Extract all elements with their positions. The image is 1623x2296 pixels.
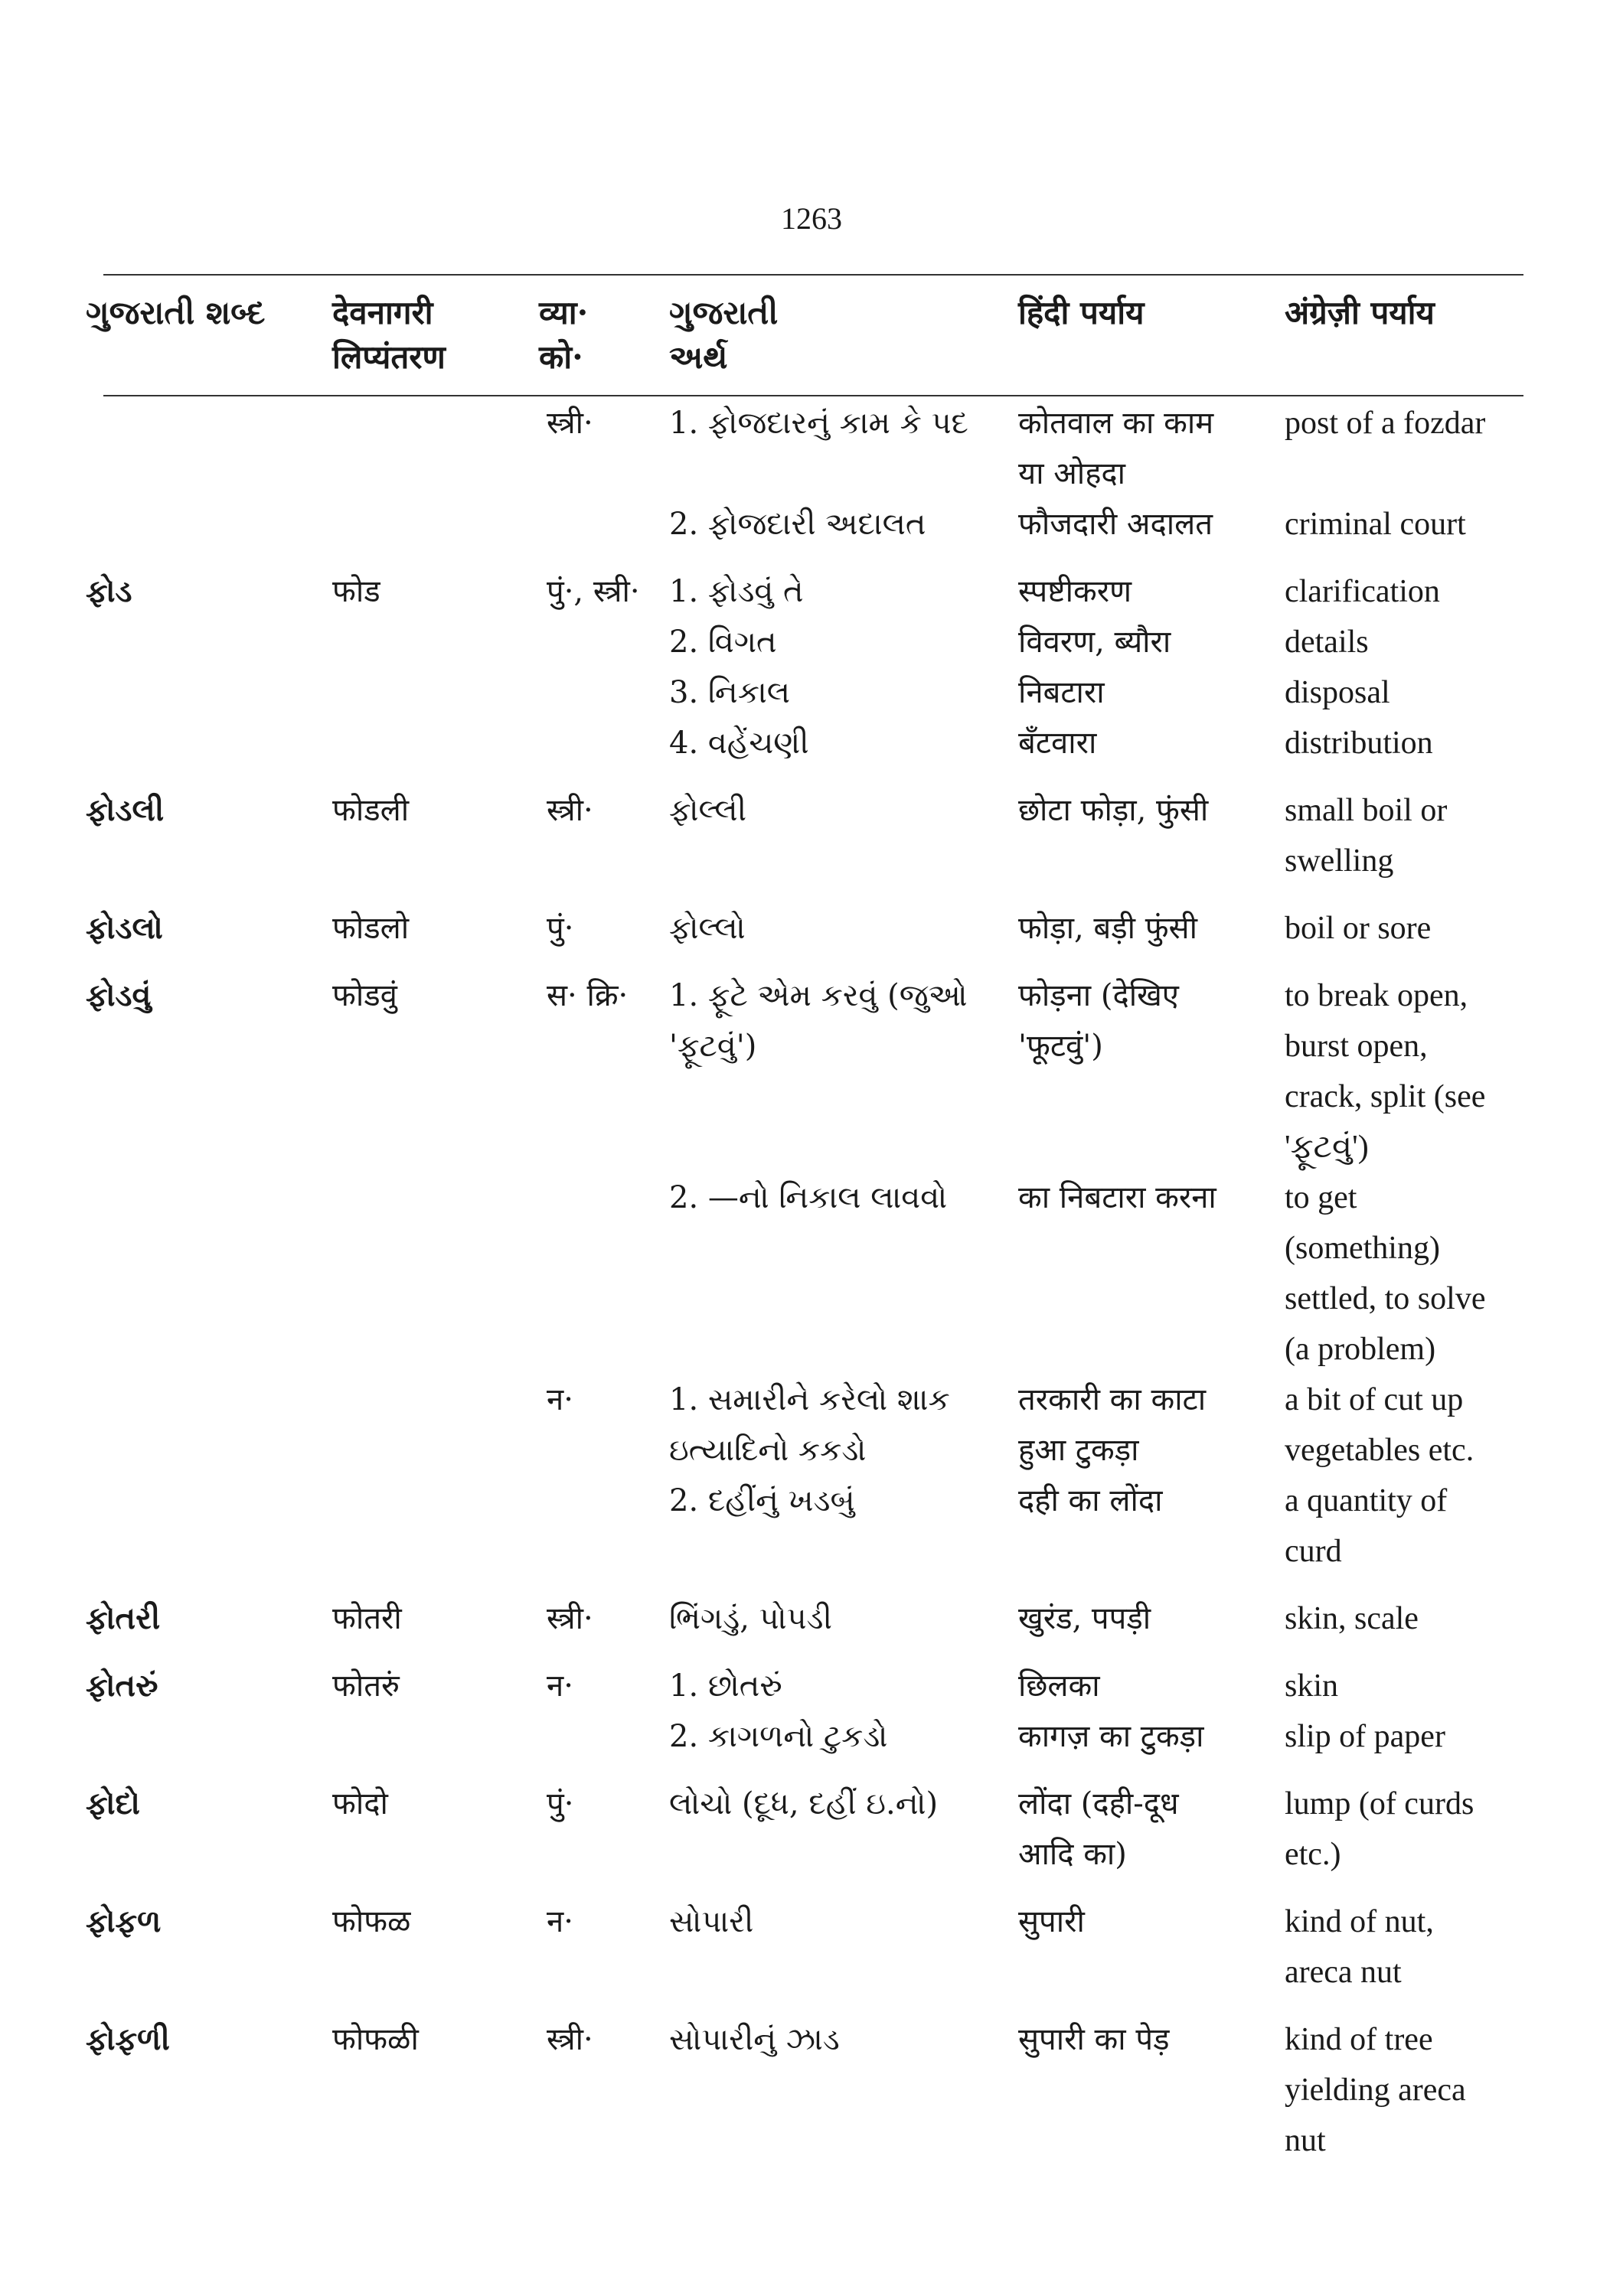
gujarati-meaning-cell-line: 2. —નો નિકાલ લાવવો	[669, 1180, 948, 1215]
headword-cell	[86, 1375, 332, 1577]
hindi-cell	[1018, 1762, 1285, 1880]
grammar-cell	[539, 1172, 669, 1375]
table-row	[86, 398, 1533, 499]
hindi-cell-line: विवरण, ब्यौरा	[1018, 625, 1171, 660]
hindi-cell-line: फौजदारी अदालत	[1018, 507, 1213, 542]
english-cell-line: 'ફૂટવું')	[1285, 1130, 1369, 1165]
page-number: 1263	[781, 201, 842, 236]
gujarati-meaning-cell-line: 'ફૂટવું')	[669, 1029, 757, 1064]
grammar-cell: न·	[547, 1382, 573, 1417]
hindi-cell-line: का निबटारा करना	[1018, 1180, 1216, 1215]
headword-cell: ફોડવું	[86, 977, 152, 1013]
gujarati-meaning-cell	[669, 1762, 1018, 1880]
hindi-cell-line: आदि का)	[1018, 1837, 1127, 1872]
headword-cell: ફોફળ	[86, 1903, 162, 1939]
grammar-cell: पुं·, स्त्री·	[547, 574, 640, 609]
grammar-cell: स्त्री·	[547, 406, 593, 441]
english-cell-line: distribution	[1285, 726, 1433, 761]
headword-cell	[86, 398, 332, 499]
devanagari-cell: फोडली	[332, 793, 410, 828]
english-cell-line: kind of tree	[1285, 2022, 1433, 2057]
table-row	[86, 954, 1533, 1172]
table-row	[86, 1375, 1533, 1577]
devanagari-cell	[332, 1172, 539, 1375]
header-english: अंग्रेज़ी पर्याय	[1285, 294, 1435, 331]
english-cell-line: (something)	[1285, 1231, 1440, 1266]
english-cell-line: skin, scale	[1285, 1601, 1419, 1636]
hindi-cell	[1018, 886, 1285, 954]
hindi-cell-line: स्पष्टीकरण	[1018, 574, 1132, 609]
headword-cell: ફોડલો	[86, 910, 163, 946]
english-cell-line: disposal	[1285, 675, 1390, 710]
gujarati-meaning-cell-line: સોપારી	[669, 1904, 754, 1939]
header-gujarati-meaning-line2: અર્થ	[669, 338, 728, 376]
devanagari-cell: फोडलो	[332, 911, 410, 946]
hindi-cell-line: कागज़ का टुकड़ा	[1018, 1719, 1204, 1754]
gujarati-meaning-cell	[669, 499, 1018, 550]
english-cell	[1285, 550, 1533, 768]
gujarati-meaning-cell-line: 3. નિકાલ	[669, 675, 790, 710]
gujarati-meaning-cell-line: 1. ફૂટે એમ કરવું (જુઓ	[669, 978, 968, 1013]
gujarati-meaning-cell	[669, 550, 1018, 768]
header-gujarati-meaning-line1: ગુજરાતી	[669, 294, 779, 331]
english-cell-line: lump (of curds	[1285, 1786, 1474, 1821]
devanagari-cell: फोफळ	[332, 1904, 411, 1939]
hindi-cell-line: या ओहदा	[1018, 456, 1126, 491]
headword-cell: ફોદો	[86, 1786, 140, 1821]
english-cell-line: etc.)	[1285, 1837, 1341, 1872]
hindi-cell	[1018, 1577, 1285, 1644]
english-cell-line: curd	[1285, 1534, 1342, 1569]
hindi-cell-line: निबटारा	[1018, 675, 1105, 710]
grammar-cell: पुं·	[547, 1786, 574, 1821]
table-row	[86, 768, 1533, 886]
header-devanagari-line2: लिप्यंतरण	[332, 338, 446, 376]
headword-cell: ફોડ	[86, 573, 132, 609]
hindi-cell-line: खुरंड, पपड़ी	[1018, 1601, 1151, 1636]
english-cell-line: post of a fozdar	[1285, 406, 1486, 441]
headword-cell	[86, 499, 332, 550]
english-cell-line: vegetables etc.	[1285, 1433, 1474, 1468]
hindi-cell-line: फोड़ा, बड़ी फुंसी	[1018, 911, 1197, 946]
grammar-cell: स्त्री·	[547, 1601, 593, 1636]
table-row	[86, 1998, 1533, 2166]
english-cell	[1285, 398, 1533, 499]
hindi-cell-line: हुआ टुकड़ा	[1018, 1433, 1139, 1468]
english-cell-line: boil or sore	[1285, 911, 1432, 946]
gujarati-meaning-cell-line: 2. ફોજદારી અદાલત	[669, 507, 926, 542]
gujarati-meaning-cell	[669, 1880, 1018, 1998]
english-cell-line: details	[1285, 625, 1369, 660]
hindi-cell-line: सुपारी का पेड़	[1018, 2022, 1170, 2057]
grammar-cell: स्त्री·	[547, 793, 593, 828]
headword-cell: ફોતરી	[86, 1600, 161, 1636]
hindi-cell-line: 'फूटवुं')	[1018, 1029, 1103, 1064]
english-cell-line: to break open,	[1285, 978, 1468, 1013]
hindi-cell	[1018, 954, 1285, 1172]
header-hindi: हिंदी पर्याय	[1018, 294, 1145, 331]
gujarati-meaning-cell-line: 2. દહીંનું ખડબું	[669, 1483, 855, 1518]
table-header	[86, 291, 1533, 398]
english-cell-line: to get	[1285, 1180, 1357, 1215]
headword-cell: ફોતરું	[86, 1668, 158, 1704]
english-cell-line: settled, to solve	[1285, 1281, 1486, 1316]
english-cell-line: burst open,	[1285, 1029, 1428, 1064]
table-row	[86, 1644, 1533, 1762]
gujarati-meaning-cell	[669, 886, 1018, 954]
hindi-cell	[1018, 398, 1285, 499]
english-cell-line: a bit of cut up	[1285, 1382, 1464, 1417]
grammar-cell: न·	[547, 1904, 573, 1939]
english-cell	[1285, 1880, 1533, 1998]
gujarati-meaning-cell-line: ઇત્યાદિનો કકડો	[669, 1433, 867, 1468]
gujarati-meaning-cell	[669, 1644, 1018, 1762]
hindi-cell-line: फोड़ना (देखिए	[1018, 978, 1179, 1013]
english-cell	[1285, 954, 1533, 1172]
headword-cell: ફોડલી	[86, 792, 165, 828]
english-cell-line: crack, split (see	[1285, 1079, 1486, 1114]
english-cell-line: swelling	[1285, 843, 1394, 879]
gujarati-meaning-cell-line: સોપારીનું ઝાડ	[669, 2022, 840, 2057]
table-body	[86, 398, 1533, 2166]
gujarati-meaning-cell-line: લોચો (દૂધ, દહીં ઇ.નો)	[669, 1786, 939, 1821]
devanagari-cell: फोदो	[332, 1786, 388, 1821]
devanagari-cell: फोड	[332, 574, 380, 609]
headword-cell	[86, 1172, 332, 1375]
grammar-cell: स्त्री·	[547, 2022, 593, 2057]
hindi-cell-line: लोंदा (दही-दूध	[1018, 1786, 1179, 1821]
table-row	[86, 1172, 1533, 1375]
devanagari-cell: फोतरी	[332, 1601, 402, 1636]
table-row	[86, 1762, 1533, 1880]
header-devanagari	[332, 291, 539, 398]
gujarati-meaning-cell	[669, 768, 1018, 886]
table-row	[86, 499, 1533, 550]
english-cell-line: criminal court	[1285, 507, 1466, 542]
table-row	[86, 886, 1533, 954]
devanagari-cell	[332, 1375, 539, 1577]
gujarati-meaning-cell-line: 1. છોતરું	[669, 1668, 782, 1704]
gujarati-meaning-cell-line: ભિંગડું, પોપડી	[669, 1601, 832, 1636]
english-cell	[1285, 1644, 1533, 1762]
hindi-cell	[1018, 768, 1285, 886]
hindi-cell	[1018, 499, 1285, 550]
english-cell	[1285, 1375, 1533, 1577]
hindi-cell	[1018, 1998, 1285, 2166]
hindi-cell-line: तरकारी का काटा	[1018, 1382, 1207, 1417]
english-cell	[1285, 768, 1533, 886]
grammar-cell: स· क्रि·	[547, 978, 629, 1013]
header-gujarati-word: ગુજરાતી શબ્દ	[86, 294, 266, 331]
english-cell-line: kind of nut,	[1285, 1904, 1434, 1939]
english-cell	[1285, 1762, 1533, 1880]
hindi-cell	[1018, 1644, 1285, 1762]
header-top-rule	[103, 274, 1523, 276]
english-cell-line: small boil or	[1285, 793, 1448, 828]
header-devanagari-line1: देवनागरी	[332, 294, 433, 331]
devanagari-cell: फोफळी	[332, 2022, 419, 2057]
english-cell-line: clarification	[1285, 574, 1440, 609]
table-row	[86, 1880, 1533, 1998]
grammar-cell: पुं·	[547, 911, 574, 946]
header-gujarati-meaning	[669, 291, 1018, 398]
gujarati-meaning-cell	[669, 1172, 1018, 1375]
gujarati-meaning-cell-line: 1. ફોડવું તે	[669, 574, 804, 609]
english-cell-line: areca nut	[1285, 1955, 1402, 1990]
header-grammar-line1: व्या·	[539, 294, 589, 331]
hindi-cell	[1018, 1172, 1285, 1375]
devanagari-cell: फोडवुं	[332, 978, 397, 1013]
devanagari-cell	[332, 398, 539, 499]
table-row	[86, 1577, 1533, 1644]
grammar-cell	[539, 499, 669, 550]
gujarati-meaning-cell-line: 4. વહેંચણી	[669, 726, 809, 761]
gujarati-meaning-cell-line: 1. સમારીને કરેલો શાક	[669, 1382, 950, 1417]
gujarati-meaning-cell-line: 2. કાગળનો ટુકડો	[669, 1719, 888, 1754]
gujarati-meaning-cell	[669, 1998, 1018, 2166]
english-cell-line: a quantity of	[1285, 1483, 1448, 1518]
english-cell	[1285, 1998, 1533, 2166]
english-cell-line: yielding areca	[1285, 2073, 1466, 2108]
hindi-cell-line: सुपारी	[1018, 1904, 1085, 1939]
hindi-cell-line: दही का लोंदा	[1018, 1483, 1163, 1518]
gujarati-meaning-cell	[669, 954, 1018, 1172]
english-cell	[1285, 499, 1533, 550]
gujarati-meaning-cell-line: ફોલ્લી	[669, 793, 747, 828]
gujarati-meaning-cell-line: 1. ફોજદારનું કામ કે પદ	[669, 406, 968, 441]
hindi-cell	[1018, 1375, 1285, 1577]
gujarati-meaning-cell-line: 2. વિગત	[669, 625, 777, 660]
hindi-cell-line: छोटा फोड़ा, फुंसी	[1018, 793, 1209, 828]
hindi-cell-line: बँटवारा	[1018, 726, 1097, 761]
hindi-cell	[1018, 550, 1285, 768]
gujarati-meaning-cell	[669, 1375, 1018, 1577]
gujarati-meaning-cell-line: ફોલ્લો	[669, 911, 746, 946]
hindi-cell-line: छिलका	[1018, 1668, 1100, 1704]
gujarati-meaning-cell	[669, 1577, 1018, 1644]
english-cell	[1285, 886, 1533, 954]
header-grammar	[539, 291, 669, 398]
english-cell-line: skin	[1285, 1668, 1339, 1704]
english-cell	[1285, 1577, 1533, 1644]
english-cell-line: nut	[1285, 2123, 1326, 2158]
devanagari-cell: फोतरुं	[332, 1668, 400, 1704]
header-grammar-line2: को·	[539, 338, 583, 376]
hindi-cell	[1018, 1880, 1285, 1998]
table-row	[86, 550, 1533, 768]
headword-cell: ફોફળી	[86, 2021, 170, 2057]
english-cell	[1285, 1172, 1533, 1375]
dictionary-table	[86, 291, 1533, 2166]
grammar-cell: न·	[547, 1668, 573, 1704]
hindi-cell-line: कोतवाल का काम	[1018, 406, 1214, 441]
english-cell-line: slip of paper	[1285, 1719, 1445, 1754]
devanagari-cell	[332, 499, 539, 550]
gujarati-meaning-cell	[669, 398, 1018, 499]
english-cell-line: (a problem)	[1285, 1332, 1436, 1367]
